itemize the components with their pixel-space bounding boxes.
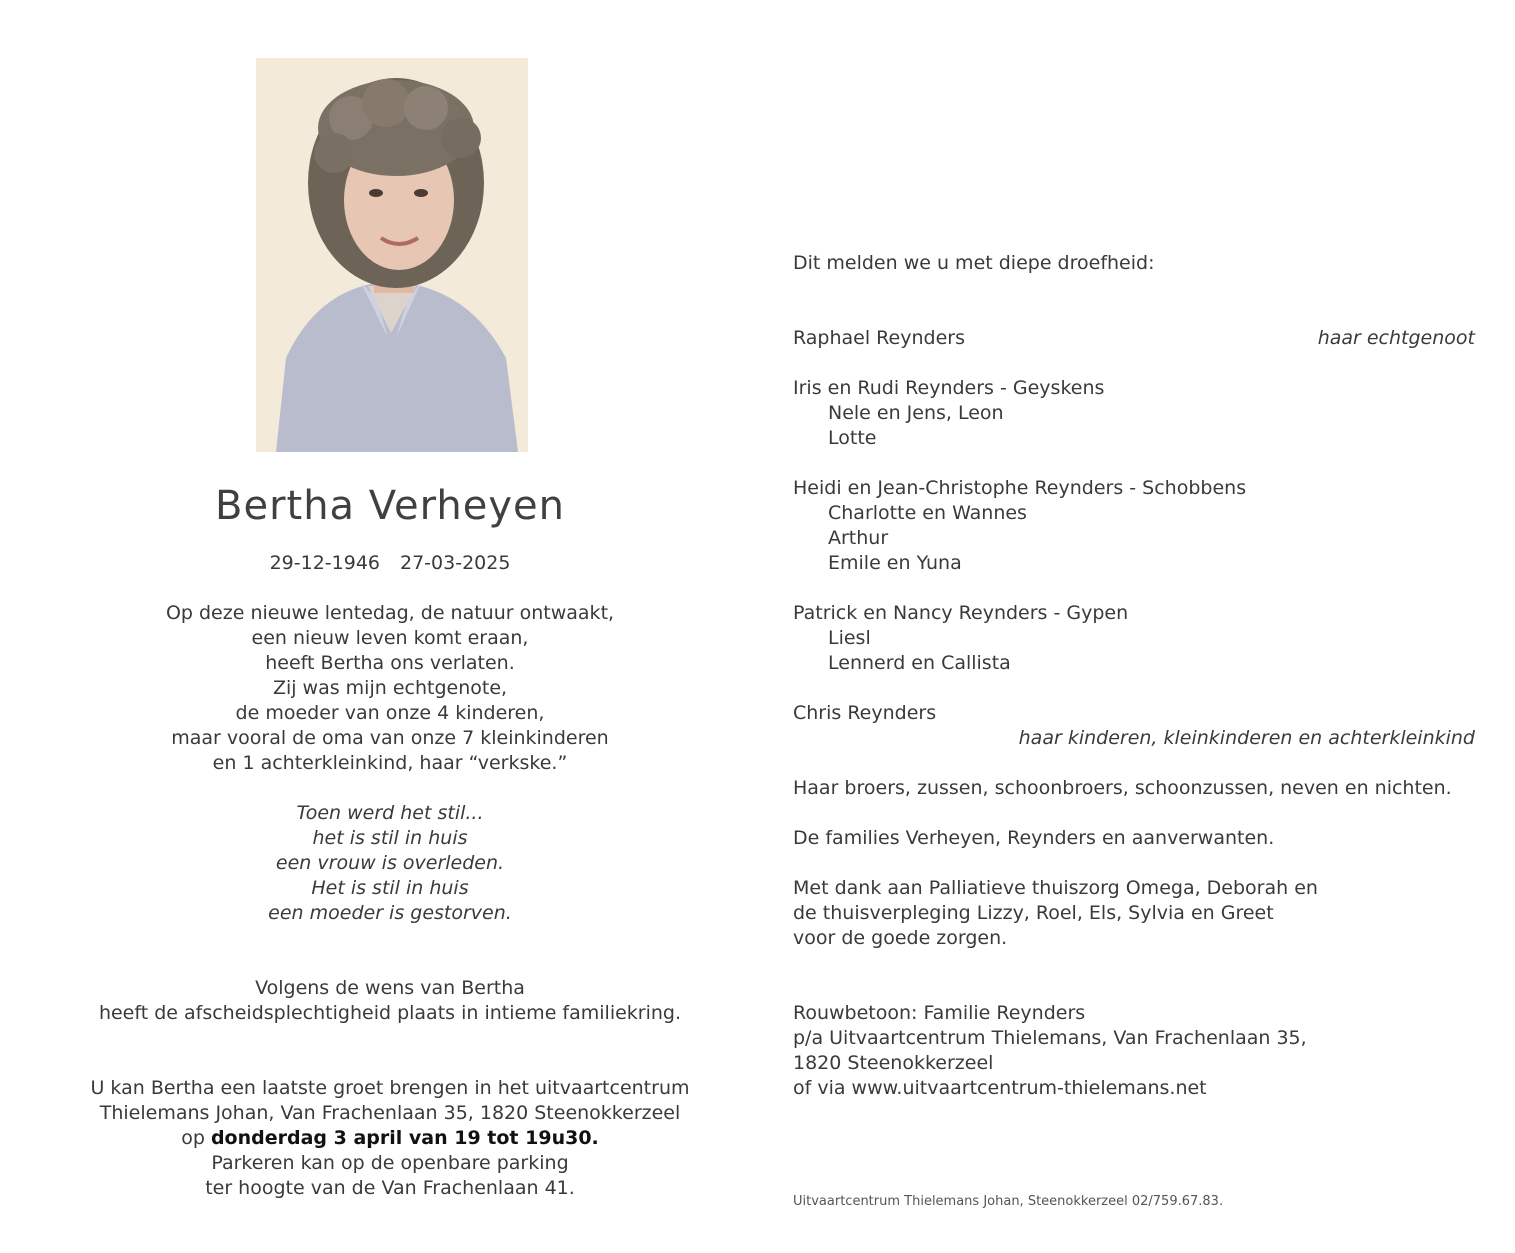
family-child: Lotte [828, 427, 877, 449]
wish-line: Volgens de wens van Bertha [255, 977, 525, 999]
family-group-2 [793, 476, 1483, 576]
memorial-line: Op deze nieuwe lentedag, de natuur ontwaakt, [165, 602, 615, 624]
visit-line: Thielemans Johan, Van Frachenlaan 35, 1820 Steenokkerzeel [99, 1102, 681, 1124]
thanks-line: Met dank aan Palliatieve thuiszorg Omega, Deborah en [793, 877, 1318, 899]
deceased-name: Bertha Verheyen [215, 483, 565, 529]
condolence-line: p/a Uitvaartcentrum Thielemans, Van Frachenlaan 35, [793, 1027, 1307, 1049]
condolence-line: Rouwbetoon: Familie Reynders [793, 1002, 1086, 1024]
visit-date-line [40, 1126, 740, 1151]
families-line: De families Verheyen, Reynders en aanverwanten. [793, 827, 1275, 849]
funeral-wish [40, 976, 740, 1026]
visitation-info [40, 1076, 740, 1201]
visit-line: U kan Bertha een laatste groet brengen in het uitvaartcentrum [90, 1077, 690, 1099]
family-child: Liesl [828, 627, 871, 649]
family-child: Lennerd en Callista [828, 652, 1011, 674]
poem-line: Het is stil in huis [311, 877, 469, 899]
visit-date: donderdag 3 april van 19 tot 19u30. [210, 1127, 599, 1149]
family-child: Emile en Yuna [828, 552, 962, 574]
funeral-home-footer: Uitvaartcentrum Thielemans Johan, Steenokkerzeel 02/759.67.83. [793, 1194, 1224, 1209]
death-date: 27-03-2025 [400, 552, 511, 574]
announcement: Dit melden we u met diepe droefheid: [793, 252, 1155, 274]
family-parents: Chris Reynders [793, 702, 937, 724]
condolence-line: 1820 Steenokkerzeel [793, 1052, 994, 1074]
portrait-photo [256, 58, 528, 452]
memorial-line: en 1 achterkleinkind, haar “verkske.” [212, 752, 568, 774]
memorial-line: de moeder van onze 4 kinderen, [235, 702, 545, 724]
life-dates [40, 551, 740, 576]
memorial-line: Zij was mijn echtgenote, [272, 677, 508, 699]
children-relation: haar kinderen, kleinkinderen en achterkleinkind [1018, 727, 1475, 749]
family-parents: Patrick en Nancy Reynders - Gypen [793, 602, 1129, 624]
poem-line: Toen werd het stil... [296, 802, 484, 824]
condolence-line: of via www.uitvaartcentrum-thielemans.net [793, 1077, 1207, 1099]
family-group-1 [793, 376, 1483, 451]
visit-date-prefix: op [181, 1127, 211, 1149]
thanks [793, 876, 1483, 951]
memorial-line: maar vooral de oma van onze 7 kleinkinderen [171, 727, 609, 749]
family-group-3 [793, 601, 1483, 676]
family-group-4 [793, 701, 1483, 751]
spouse-row [793, 326, 1483, 351]
visit-line: Parkeren kan op de openbare parking [211, 1152, 569, 1174]
spouse-relation: haar echtgenoot [1317, 327, 1475, 349]
condolences [793, 1001, 1483, 1101]
siblings-line: Haar broers, zussen, schoonbroers, schoonzussen, neven en nichten. [793, 777, 1452, 799]
poem-line: een vrouw is overleden. [275, 852, 505, 874]
memorial-line: een nieuw leven komt eraan, [251, 627, 529, 649]
memorial-text [40, 601, 740, 776]
family-child: Charlotte en Wannes [828, 502, 1027, 524]
wish-line: heeft de afscheidsplechtigheid plaats in intieme familiekring. [98, 1002, 682, 1024]
family-parents: Iris en Rudi Reynders - Geyskens [793, 377, 1105, 399]
thanks-line: de thuisverpleging Lizzy, Roel, Els, Sylvia en Greet [793, 902, 1274, 924]
spouse-name: Raphael Reynders [793, 327, 965, 349]
memorial-line: heeft Bertha ons verlaten. [265, 652, 515, 674]
poem-line: het is stil in huis [312, 827, 468, 849]
family-parents: Heidi en Jean-Christophe Reynders - Schobbens [793, 477, 1247, 499]
birth-date: 29-12-1946 [269, 552, 380, 574]
poem [40, 801, 740, 926]
visit-line: ter hoogte van de Van Frachenlaan 41. [205, 1177, 575, 1199]
thanks-line: voor de goede zorgen. [793, 927, 1008, 949]
poem-line: een moeder is gestorven. [268, 902, 512, 924]
family-child: Nele en Jens, Leon [828, 402, 1004, 424]
family-child: Arthur [828, 527, 889, 549]
